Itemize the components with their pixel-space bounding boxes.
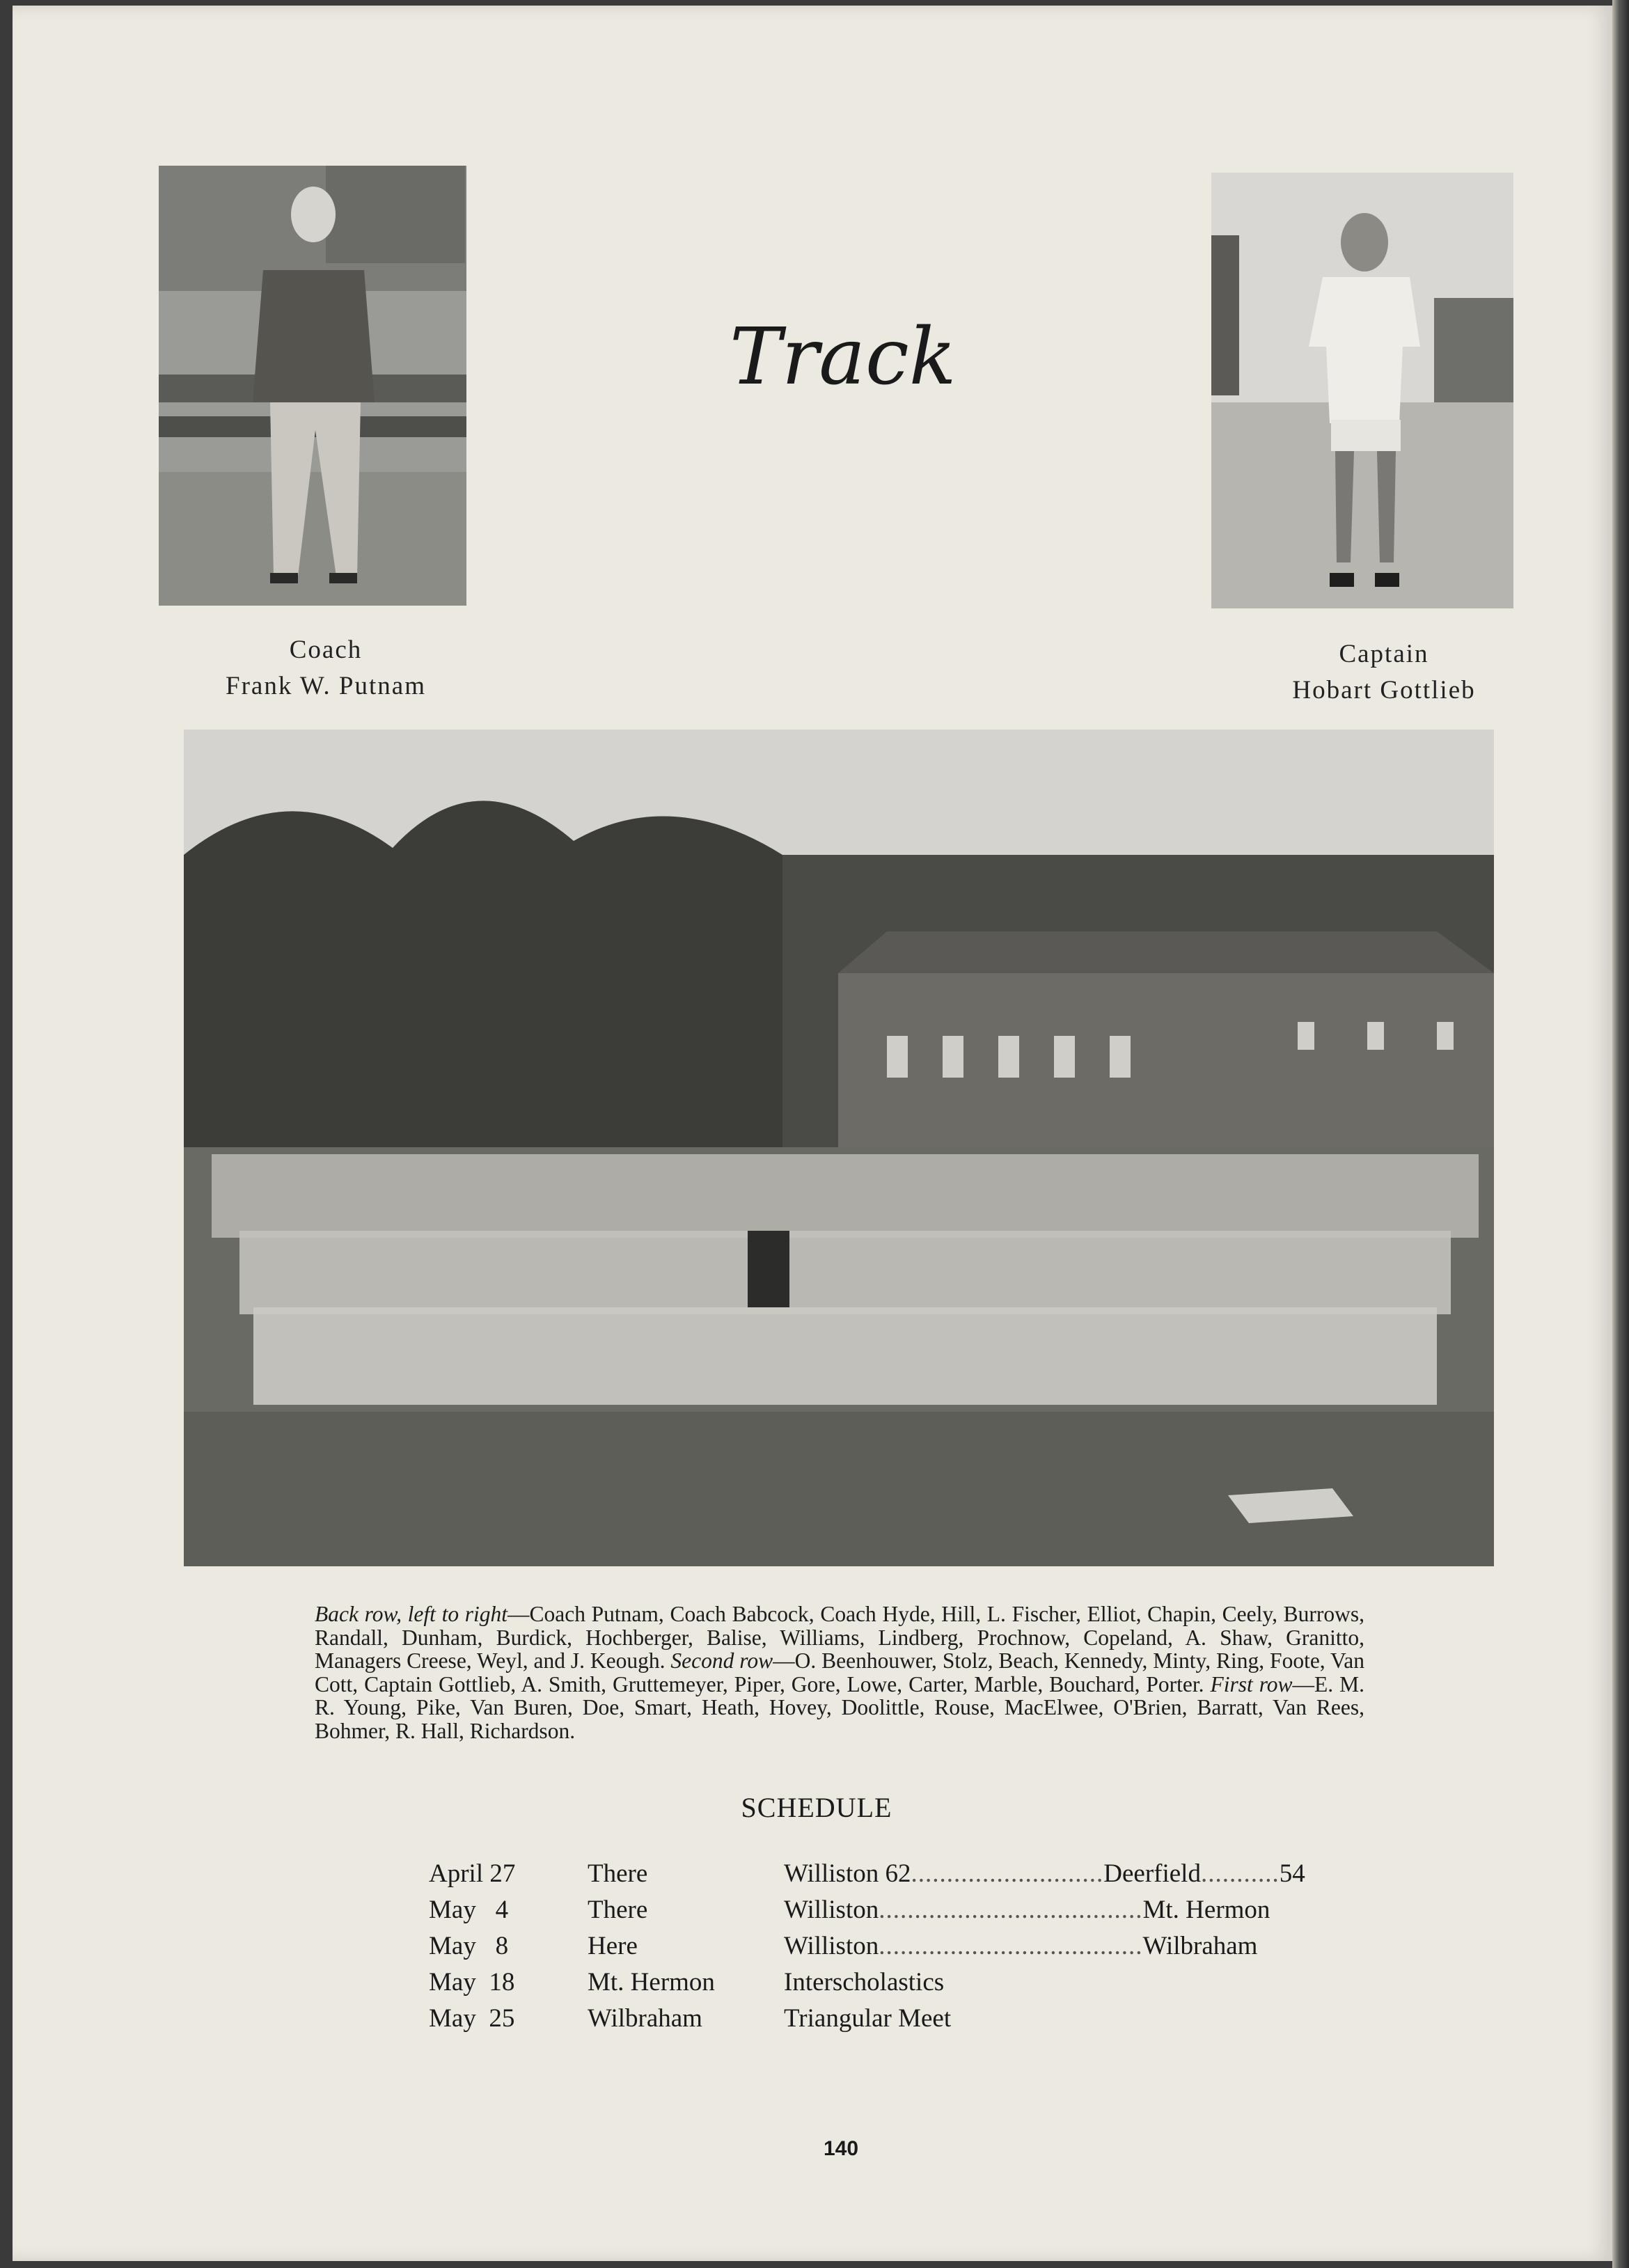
team-photo bbox=[184, 730, 1494, 1566]
schedule-row bbox=[429, 1859, 1334, 1895]
schedule-result: Interscholastics bbox=[784, 1968, 945, 1997]
team-roster-caption bbox=[315, 1602, 1364, 1742]
yearbook-page bbox=[13, 6, 1612, 2261]
captain-photo bbox=[1211, 173, 1513, 608]
coach-role: Coach bbox=[289, 636, 363, 664]
schedule-date: May 8 bbox=[429, 1932, 509, 1960]
captain-caption bbox=[1210, 636, 1558, 709]
schedule-date: May 18 bbox=[429, 1968, 515, 1997]
captain-name: Hobart Gottlieb bbox=[1292, 676, 1476, 704]
back-row-label: Back row, left to right bbox=[315, 1602, 508, 1626]
first-row-names: —E. M. R. Young, Pike, Van Buren, Doe, Smart, Heath, Hovey, Doolittle, Rouse, MacElwee, O'Brien, Barratt, Van Rees, Bohmer, R. Hall, Richardson. bbox=[315, 1671, 1364, 1743]
schedule-result: Williston.....................................Wilbraham bbox=[784, 1932, 1258, 1960]
schedule-result: Triangular Meet bbox=[784, 2004, 952, 2033]
schedule-date: May 4 bbox=[429, 1896, 509, 1924]
second-row-label: Second row bbox=[670, 1648, 773, 1673]
schedule-result: Williston.....................................Mt. Hermon bbox=[784, 1896, 1270, 1924]
schedule-place: Wilbraham bbox=[588, 2004, 702, 2033]
schedule-date: May 25 bbox=[429, 2004, 515, 2033]
schedule-place: There bbox=[588, 1896, 648, 1924]
schedule-result: Williston 62...........................Deerfield...........54 bbox=[784, 1859, 1305, 1888]
coach-photo bbox=[159, 166, 466, 606]
second-row-names: —O. Beenhouwer, Stolz, Beach, Kennedy, Minty, Ring, Foote, Van Cott, Captain Gottlieb, A. Smith, Gruttemeyer, Piper, Gore, Lowe, Carter, Marble, Bouchard, Porter. bbox=[315, 1648, 1365, 1696]
schedule-heading: SCHEDULE bbox=[741, 1792, 892, 1823]
schedule-row bbox=[429, 1967, 1334, 2003]
first-row-label: First row bbox=[1210, 1671, 1293, 1696]
coach-caption bbox=[152, 632, 500, 704]
schedule-place: Here bbox=[588, 1932, 638, 1960]
schedule-place: Mt. Hermon bbox=[588, 1968, 715, 1997]
back-row-names: —Coach Putnam, Coach Babcock, Coach Hyde, Hill, L. Fischer, Elliot, Chapin, Ceely, Burrows, Randall, Dunham, Burdick, Hochberger, Balise, Williams, Lindberg, Prochnow, Copeland, A. Shaw, Granitto, Managers Creese, Weyl, and J. Keough. bbox=[315, 1602, 1364, 1673]
schedule-date: April 27 bbox=[429, 1859, 516, 1888]
schedule-row bbox=[429, 2003, 1334, 2040]
coach-name: Frank W. Putnam bbox=[226, 672, 426, 700]
schedule-row bbox=[429, 1895, 1334, 1931]
schedule-place: There bbox=[588, 1859, 648, 1888]
captain-role: Captain bbox=[1339, 640, 1429, 668]
schedule-row bbox=[429, 1931, 1334, 1967]
book-binding-edge bbox=[1612, 0, 1629, 2268]
page-number: 140 bbox=[823, 2137, 859, 2160]
page-title: Track bbox=[730, 312, 957, 402]
